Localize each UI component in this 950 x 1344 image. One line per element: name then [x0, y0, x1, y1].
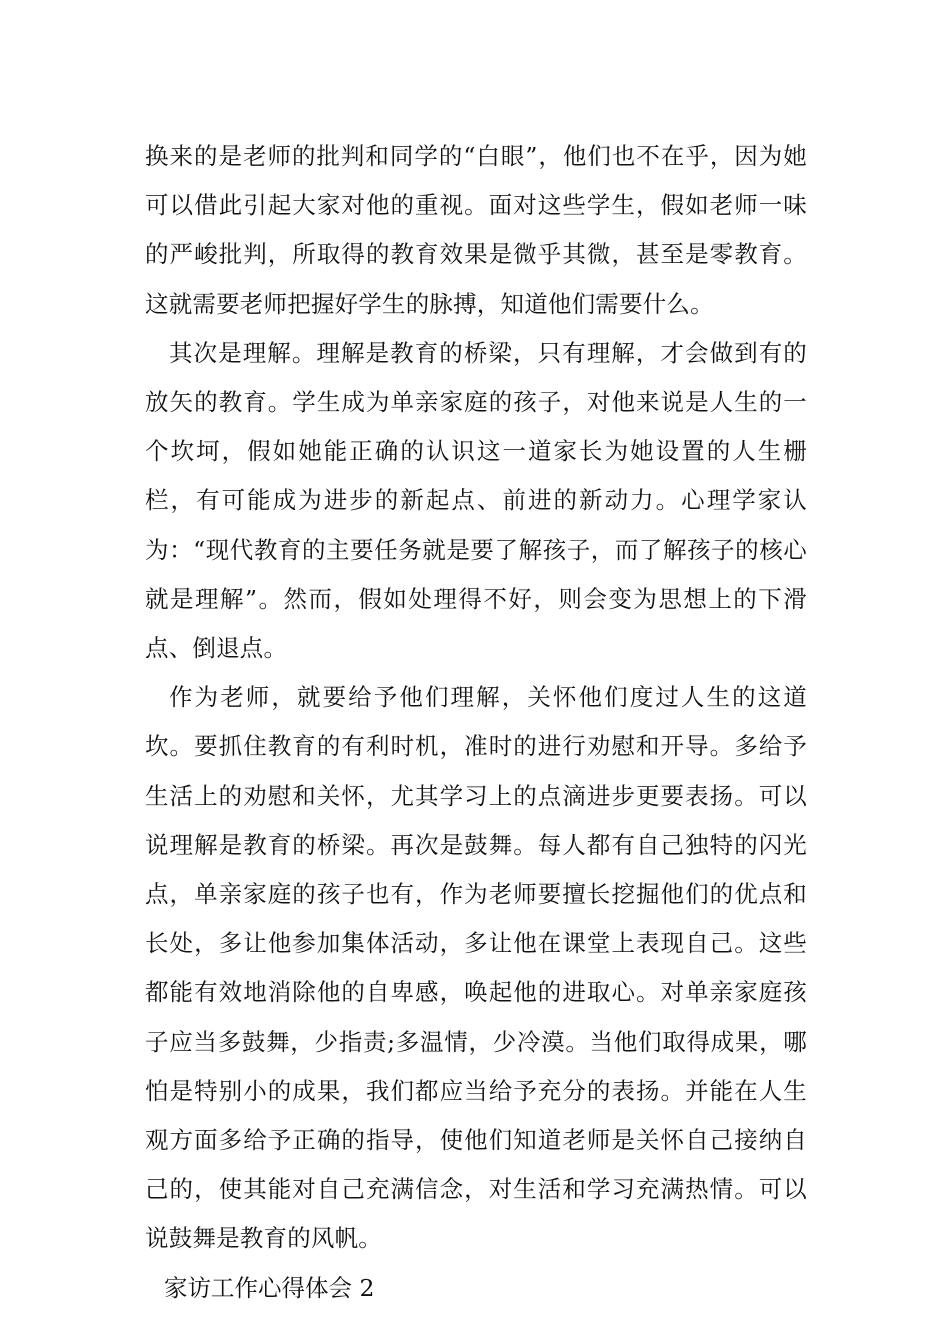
- document-body: [145, 132, 807, 1313]
- paragraph-2: 其次是理解。理解是教育的桥梁，只有理解，才会做到有的放矢的教育。学生成为单亲家庭的孩子，对他来说是人生的一个坎坷，假如她能正确的认识这一道家长为她设置的人生栅栏，有可能成为进步的新起点、前进的新动力。心理学家认为：“现代教育的主要任务就是要了解孩子，而了解孩子的核心就是理解”。然而，假如处理得不好，则会变为思想上的下滑点、倒退点。: [145, 338, 807, 663]
- paragraph-3: 作为老师，就要给予他们理解，关怀他们度过人生的这道坎。要抓住教育的有利时机，准时的进行劝慰和开导。多给予生活上的劝慰和关怀，尤其学习上的点滴进步更要表扬。可以说理解是教育的桥梁。再次是鼓舞。每人都有自己独特的闪光点，单亲家庭的孩子也有，作为老师要擅长挖掘他们的优点和长处，多让他参加集体活动，多让他在课堂上表现自己。这些都能有效地消除他的自卑感，唤起他的进取心。对单亲家庭孩子应当多鼓舞，少指责;多温情，少冷漠。当他们取得成果，哪怕是特别小的成果，我们都应当给予充分的表扬。并能在人生观方面多给予正确的指导，使他们知道老师是关怀自己接纳自己的，使其能对自己充满信念，对生活和学习充满热情。可以说鼓舞是教育的风帆。: [145, 683, 807, 1253]
- section-heading: 家访工作心得体会 2: [164, 1273, 375, 1302]
- paragraph-1: 换来的是老师的批判和同学的“白眼”，他们也不在乎，因为她可以借此引起大家对他的重视。面对这些学生，假如老师一味的严峻批判，所取得的教育效果是微乎其微，甚至是零教育。这就需要老师把握好学生的脉搏，知道他们需要什么。: [145, 142, 807, 318]
